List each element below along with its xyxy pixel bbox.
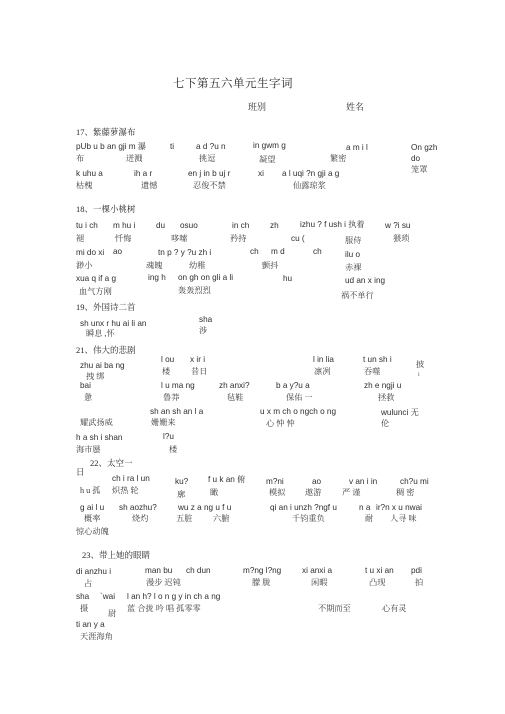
hanzi-cell: 天涯海角 xyxy=(80,632,113,641)
pinyin-cell: zh xyxy=(270,221,279,230)
pinyin-cell: sh aozhu? xyxy=(119,503,157,512)
pinyin-cell: di anzhu i xyxy=(76,567,112,576)
pinyin-cell: pUb u b an gji m 瀑 xyxy=(76,142,147,151)
hanzi-cell: 心有灵 xyxy=(382,604,407,613)
pinyin-cell: ti xyxy=(170,142,175,151)
pinyin-cell: tn p ? y ?u zh i xyxy=(158,248,212,257)
hanzi-cell: 千钧重负 xyxy=(292,514,325,523)
pinyin-cell: sha xyxy=(199,315,213,324)
hanzi-cell: 魂魄 xyxy=(146,261,163,270)
pinyin-cell: hu xyxy=(283,274,293,283)
hanzi-cell: 瞬息 ,怀 xyxy=(86,329,115,338)
hanzi-cell: 拍 xyxy=(415,578,424,587)
hanzi-cell: 遗憾 xyxy=(141,181,158,190)
hanzi-cell: 轰轰烈烈 xyxy=(178,286,211,295)
pinyin-cell: l an h? l o n g y in ch a ng xyxy=(127,592,221,601)
hanzi-cell: 烧灼 xyxy=(132,514,149,523)
hanzi-cell: 闲暇 xyxy=(311,578,328,587)
pinyin-cell: wu z a ng u f u xyxy=(178,503,232,512)
hanzi-cell: 海市蜃 xyxy=(76,445,101,454)
pinyin-cell: a d ?u n xyxy=(196,142,226,151)
hanzi-cell: 摄 xyxy=(80,604,89,613)
pinyin-cell: in ch xyxy=(232,221,250,230)
hanzi-cell: 服侍 xyxy=(345,236,362,245)
hanzi-cell: 伦 xyxy=(381,419,390,428)
pinyin-cell: sh an sh an l a xyxy=(150,407,204,416)
pinyin-cell: ih a r xyxy=(134,169,153,178)
pinyin-cell: ch xyxy=(250,247,259,256)
section-22-heading-cont: 日 xyxy=(76,467,85,477)
hanzi-cell: 占 xyxy=(84,579,93,588)
pinyin-cell: ku? xyxy=(175,477,189,486)
hanzi-cell: 模拟 xyxy=(269,488,286,497)
pinyin-cell: man bu xyxy=(145,566,173,575)
pinyin-cell: en j in b uj r xyxy=(188,169,231,178)
pinyin-cell: in gwm g xyxy=(253,141,286,150)
hanzi-cell: 耀武扬威 xyxy=(80,418,113,427)
hanzi-cell: 拽 绑 xyxy=(86,372,105,381)
hanzi-cell: 惊心动魄 xyxy=(76,527,109,536)
pinyin-cell: pdi xyxy=(411,566,422,575)
hanzi-cell: 炽热 轮 xyxy=(112,486,139,495)
hanzi-cell: 渺小 xyxy=(76,261,93,270)
hanzi-cell: 血气方刚 xyxy=(79,287,112,296)
pinyin-cell: wulunci 无 xyxy=(381,408,419,417)
hanzi-cell: 朦 胧 xyxy=(252,578,271,587)
pinyin-cell: osuo xyxy=(180,221,198,230)
pinyin-cell: sha xyxy=(76,592,90,601)
section-22-heading: 22、太空一 xyxy=(90,458,133,468)
hanzi-cell: 颤抖 xyxy=(262,261,279,270)
pinyin-cell: l ou xyxy=(161,355,175,364)
section-21-heading: 21、伟大的悲剧 xyxy=(76,345,136,355)
pinyin-cell: t u xi an xyxy=(365,566,394,575)
hanzi-cell: 枯槐 xyxy=(76,181,93,190)
hanzi-cell: 仙露琼浆 xyxy=(293,181,326,190)
hanzi-cell: 笼罩 xyxy=(411,165,428,174)
pinyin-cell: h a sh i shan xyxy=(76,433,123,442)
section-23-heading: 23、带上她的眼睛 xyxy=(82,550,151,560)
hanzi-cell: h u 孤 xyxy=(80,486,101,495)
pinyin-cell: zh e ngji u xyxy=(364,381,402,390)
hanzi-cell: 忍俊不禁 xyxy=(193,181,226,190)
hanzi-cell: 祸不单行 xyxy=(341,291,374,300)
hanzi-cell: 凛冽 xyxy=(314,367,331,376)
pinyin-cell: ir?n x u nwai xyxy=(376,503,422,512)
hanzi-cell: 繁密 xyxy=(330,154,347,163)
hanzi-cell: 不期而至 xyxy=(318,604,351,613)
pinyin-cell: mi do xi xyxy=(76,248,105,257)
pinyin-cell: x ir i xyxy=(190,355,206,364)
pinyin-cell: l in lia xyxy=(313,355,334,364)
hanzi-cell: 瞰 xyxy=(210,488,219,497)
pinyin-cell: zh anxi? xyxy=(219,381,250,390)
pinyin-cell: ch i ra l un xyxy=(112,474,150,483)
hanzi-cell: 幼稚 xyxy=(189,261,206,270)
hanzi-cell: 尉 xyxy=(108,609,117,618)
pinyin-cell: a l uqi ?n gji a g xyxy=(282,169,340,178)
pinyin-cell: du xyxy=(156,221,166,230)
hanzi-cell: 吞噬 xyxy=(364,367,381,376)
hanzi-cell: 姗姗来 xyxy=(151,418,176,427)
hanzi-cell: 猥琐 xyxy=(393,234,410,243)
hanzi-cell: 稠 密 xyxy=(396,488,415,497)
hanzi-cell: 漫步 迟钝 xyxy=(146,578,181,587)
text-mark: i xyxy=(418,372,420,378)
hanzi-cell: 蓝 合拢 吟 唱 孤零零 xyxy=(127,604,201,613)
pinyin-cell: a m i l xyxy=(346,143,368,152)
hanzi-cell: 涉 xyxy=(199,326,208,335)
hanzi-cell: 概率 xyxy=(84,514,101,523)
hanzi-cell: 挑逗 xyxy=(199,154,216,163)
pinyin-cell: w ?i su xyxy=(385,221,411,230)
section-17-heading: 17、紫藤萝瀑布 xyxy=(76,127,136,137)
hanzi-cell: 保佑 一 xyxy=(286,393,313,402)
hanzi-cell: 凝望 xyxy=(259,155,276,164)
pinyin-cell: bai xyxy=(80,381,91,390)
pinyin-cell: xi anxi a xyxy=(302,566,333,575)
hanzi-cell: 赤裸 xyxy=(345,263,362,272)
pinyin-cell: k uhu a xyxy=(76,169,103,178)
pinyin-cell: ao xyxy=(312,477,322,486)
pinyin-cell: ch dun xyxy=(186,566,211,575)
pinyin-cell: v an i in xyxy=(349,477,378,486)
pinyin-cell: izhu ? f ush i 执着 xyxy=(300,220,365,229)
pinyin-cell: `wai xyxy=(100,592,116,601)
hanzi-cell: 毡鞋 xyxy=(227,393,244,402)
hanzi-cell: 廓 xyxy=(177,490,186,499)
hanzi-cell: 楼 xyxy=(162,367,171,376)
hanzi-cell: 迸溅 xyxy=(126,154,143,163)
pinyin-cell: ao xyxy=(113,247,123,256)
hanzi-cell: 凸现 xyxy=(369,578,386,587)
hanzi-cell: 哆嗦 xyxy=(171,234,188,243)
pinyin-cell: m?ng l?ng xyxy=(243,566,282,575)
hanzi-cell: 楼 xyxy=(169,445,178,454)
hanzi-cell: 遨游 xyxy=(305,488,322,497)
hanzi-cell: 鲁莽 xyxy=(163,393,180,402)
hanzi-cell: 昔日 xyxy=(191,367,208,376)
pinyin-cell: b a y?u a xyxy=(276,381,310,390)
pinyin-cell: m hu i xyxy=(113,221,136,230)
pinyin-cell: t un sh i xyxy=(363,355,392,364)
pinyin-cell: ilu o xyxy=(345,250,361,259)
pinyin-cell: zhu ai ba ng xyxy=(80,361,125,370)
hanzi-cell: 严 谨 xyxy=(342,488,361,497)
pinyin-cell: n a xyxy=(359,503,371,512)
hanzi-cell: 六腑 xyxy=(213,514,230,523)
pinyin-cell: u x m ch o ngch o ng xyxy=(260,407,337,416)
pinyin-cell: l?u xyxy=(163,432,174,441)
pinyin-cell: f u k an 俯 xyxy=(208,475,246,484)
pinyin-cell: xi xyxy=(258,169,264,178)
class-label: 班别 xyxy=(248,102,267,112)
pinyin-cell: xua q if a g xyxy=(76,274,117,283)
pinyin-cell: On gzh xyxy=(411,143,438,152)
pinyin-cell: ing h xyxy=(148,273,166,282)
pinyin-cell: m d xyxy=(271,247,285,256)
hanzi-cell: 心 忡 忡 xyxy=(266,419,295,428)
hanzi-cell: 褪 xyxy=(76,234,85,243)
hanzi-cell: 矜持 xyxy=(230,234,247,243)
pinyin-cell: tu i ch xyxy=(76,221,98,230)
name-label: 姓名 xyxy=(346,102,365,112)
pinyin-cell: do xyxy=(411,154,421,163)
pinyin-cell: ti an y a xyxy=(76,620,105,629)
hanzi-cell: 披 xyxy=(416,360,425,369)
pinyin-cell: ud an x ing xyxy=(345,276,386,285)
section-18-heading: 18、一棵小桃树 xyxy=(76,204,136,214)
pinyin-cell: ch?u mi xyxy=(400,477,429,486)
hanzi-cell: 拯救 xyxy=(378,393,395,402)
hanzi-cell: 耐 xyxy=(365,514,374,523)
pinyin-cell: ch xyxy=(313,247,322,256)
pinyin-cell: g ai l u xyxy=(80,503,105,512)
page-title: 七下第五六单元生字词 xyxy=(173,78,293,90)
hanzi-cell: 惫 xyxy=(84,393,93,402)
hanzi-cell: 人寻 味 xyxy=(390,514,417,523)
hanzi-cell: 五脏 xyxy=(176,514,193,523)
pinyin-cell: l u ma ng xyxy=(161,381,195,390)
hanzi-cell: 忏悔 xyxy=(115,234,132,243)
pinyin-cell: m?ni xyxy=(266,477,284,486)
section-19-heading: 19、外国诗二首 xyxy=(76,302,136,312)
pinyin-cell: sh unx r hu ai li an xyxy=(80,319,147,328)
pinyin-cell: cu ( xyxy=(291,234,305,243)
hanzi-cell: 布 xyxy=(76,154,85,163)
pinyin-cell: on gh on gli a li xyxy=(178,273,234,282)
pinyin-cell: qi an i unzh ?ngf u xyxy=(270,503,337,512)
